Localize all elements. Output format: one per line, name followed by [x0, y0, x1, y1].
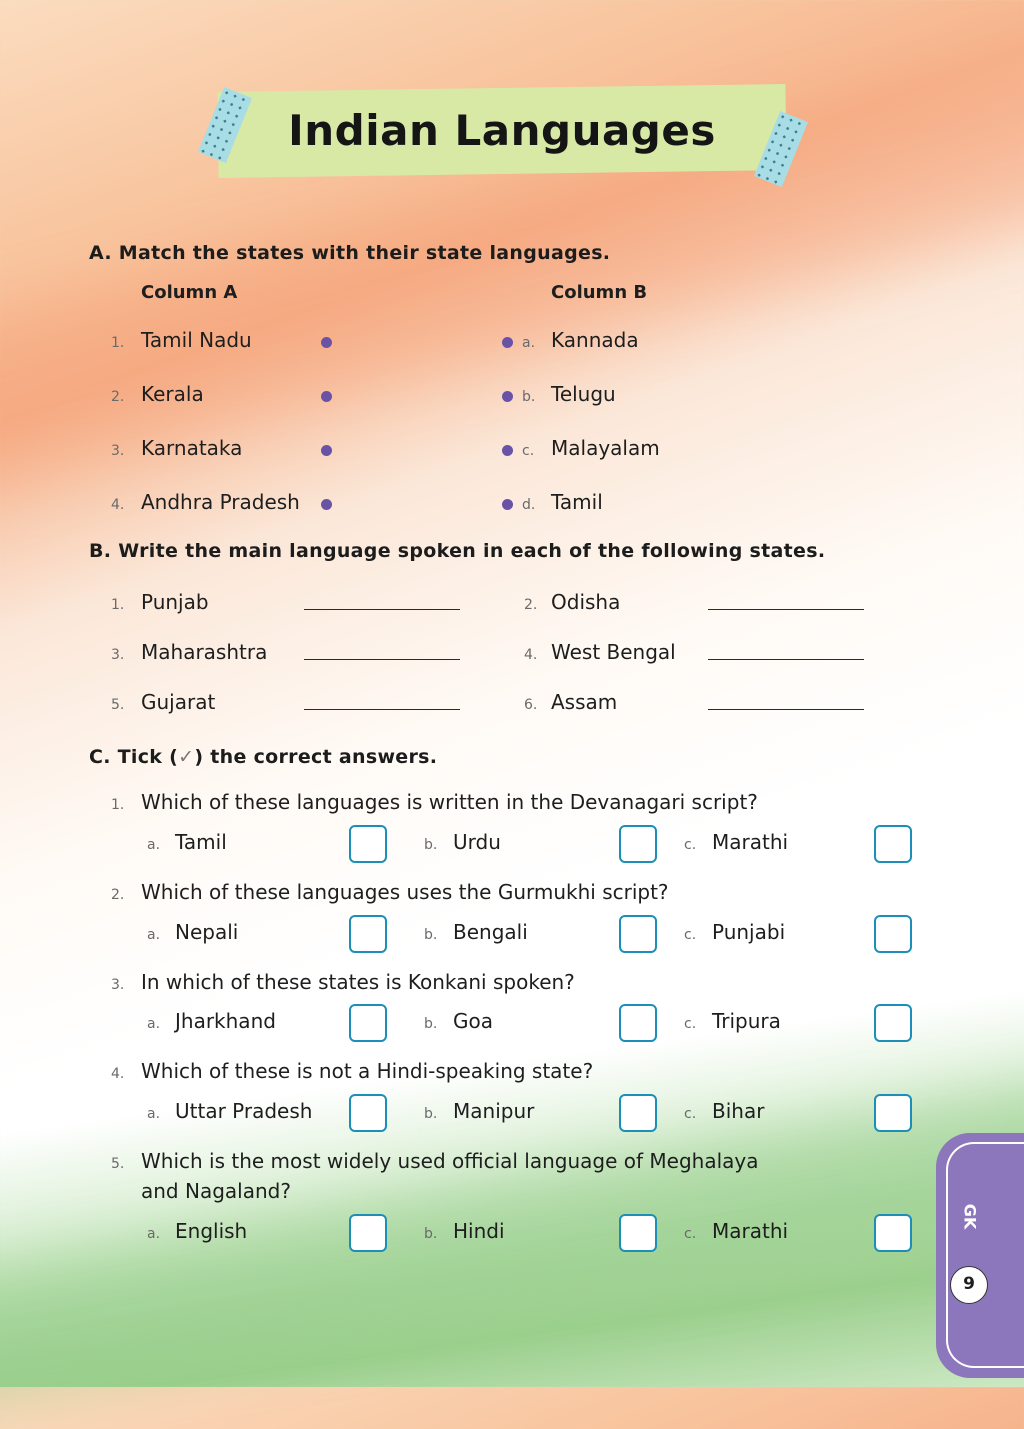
answer-line[interactable] — [304, 609, 460, 610]
fill-state: Punjab — [141, 590, 209, 614]
answer-checkbox[interactable] — [349, 1094, 387, 1132]
side-tab-border — [946, 1142, 1024, 1368]
answer-checkbox[interactable] — [619, 825, 657, 863]
match-a-state: Andhra Pradesh — [141, 490, 300, 514]
question-text: Which of these languages is written in the Devanagari script? — [141, 790, 758, 814]
fill-state: West Bengal — [551, 640, 676, 664]
fill-number: 6. — [524, 697, 538, 713]
option-letter: b. — [424, 1226, 438, 1242]
page-title: Indian Languages — [288, 106, 716, 155]
question-text: Which is the most widely used official language of Meghalaya — [141, 1149, 759, 1173]
match-a-number: 2. — [111, 389, 125, 405]
option-letter: c. — [684, 837, 697, 853]
match-b-language: Malayalam — [551, 436, 660, 460]
option-letter: b. — [424, 1016, 438, 1032]
question-number: 1. — [111, 797, 125, 813]
option-text: Uttar Pradesh — [175, 1099, 313, 1123]
option-text: Jharkhand — [175, 1009, 276, 1033]
option-text: Tripura — [712, 1009, 781, 1033]
answer-checkbox[interactable] — [874, 1214, 912, 1252]
match-b-connector-dot[interactable] — [502, 391, 513, 402]
match-b-connector-dot[interactable] — [502, 445, 513, 456]
fill-number: 3. — [111, 647, 125, 663]
match-a-state: Tamil Nadu — [141, 328, 252, 352]
section-a-heading: A. Match the states with their state languages. — [89, 242, 611, 264]
section-b-heading: B. Write the main language spoken in each of the following states. — [89, 540, 826, 562]
option-text: Nepali — [175, 920, 239, 944]
answer-checkbox[interactable] — [874, 1094, 912, 1132]
option-text: Punjabi — [712, 920, 786, 944]
question-number: 2. — [111, 887, 125, 903]
answer-checkbox[interactable] — [874, 915, 912, 953]
match-b-connector-dot[interactable] — [502, 337, 513, 348]
fill-number: 4. — [524, 647, 538, 663]
question-number: 5. — [111, 1156, 125, 1172]
fill-number: 1. — [111, 597, 125, 613]
option-letter: b. — [424, 837, 438, 853]
option-text: Urdu — [453, 830, 501, 854]
match-a-connector-dot[interactable] — [321, 499, 332, 510]
answer-checkbox[interactable] — [874, 1004, 912, 1042]
option-letter: b. — [424, 927, 438, 943]
match-a-connector-dot[interactable] — [321, 337, 332, 348]
answer-checkbox[interactable] — [619, 915, 657, 953]
answer-checkbox[interactable] — [874, 825, 912, 863]
option-letter: c. — [684, 1106, 697, 1122]
match-a-connector-dot[interactable] — [321, 391, 332, 402]
question-number: 4. — [111, 1066, 125, 1082]
match-b-letter: a. — [522, 335, 536, 351]
answer-checkbox[interactable] — [619, 1004, 657, 1042]
tick-mark-icon: ✓ — [178, 746, 195, 768]
match-a-number: 1. — [111, 335, 125, 351]
answer-checkbox[interactable] — [349, 1004, 387, 1042]
match-b-letter: c. — [522, 443, 535, 459]
answer-checkbox[interactable] — [619, 1094, 657, 1132]
option-letter: c. — [684, 927, 697, 943]
option-text: Tamil — [175, 830, 227, 854]
match-b-language: Telugu — [551, 382, 616, 406]
answer-line[interactable] — [708, 609, 864, 610]
question-text: Which of these is not a Hindi-speaking state? — [141, 1059, 594, 1083]
fill-state: Gujarat — [141, 690, 216, 714]
fill-state: Assam — [551, 690, 618, 714]
answer-line[interactable] — [708, 659, 864, 660]
option-letter: c. — [684, 1016, 697, 1032]
match-a-number: 4. — [111, 497, 125, 513]
option-letter: a. — [147, 1106, 161, 1122]
option-text: Marathi — [712, 1219, 789, 1243]
match-a-state: Karnataka — [141, 436, 243, 460]
match-a-state: Kerala — [141, 382, 204, 406]
section-c-heading: C. Tick (✓) the correct answers. — [89, 746, 438, 768]
option-letter: a. — [147, 837, 161, 853]
answer-line[interactable] — [304, 659, 460, 660]
match-b-language: Tamil — [551, 490, 603, 514]
fill-state: Maharashtra — [141, 640, 268, 664]
match-b-connector-dot[interactable] — [502, 499, 513, 510]
answer-checkbox[interactable] — [349, 825, 387, 863]
column-a-label: Column A — [141, 282, 238, 303]
answer-checkbox[interactable] — [619, 1214, 657, 1252]
match-b-letter: d. — [522, 497, 536, 513]
option-text: English — [175, 1219, 248, 1243]
fill-state: Odisha — [551, 590, 621, 614]
question-text-continued: and Nagaland? — [141, 1179, 291, 1203]
fill-number: 5. — [111, 697, 125, 713]
fill-number: 2. — [524, 597, 538, 613]
answer-line[interactable] — [708, 709, 864, 710]
option-text: Marathi — [712, 830, 789, 854]
option-letter: a. — [147, 1226, 161, 1242]
option-letter: c. — [684, 1226, 697, 1242]
option-text: Manipur — [453, 1099, 535, 1123]
match-a-connector-dot[interactable] — [321, 445, 332, 456]
question-text: In which of these states is Konkani spoken? — [141, 970, 575, 994]
match-b-language: Kannada — [551, 328, 639, 352]
option-letter: b. — [424, 1106, 438, 1122]
option-letter: a. — [147, 1016, 161, 1032]
page-number: 9 — [950, 1266, 988, 1304]
answer-line[interactable] — [304, 709, 460, 710]
answer-checkbox[interactable] — [349, 1214, 387, 1252]
question-text: Which of these languages uses the Gurmukhi script? — [141, 880, 669, 904]
option-text: Goa — [453, 1009, 493, 1033]
question-number: 3. — [111, 977, 125, 993]
option-text: Bihar — [712, 1099, 765, 1123]
option-letter: a. — [147, 927, 161, 943]
answer-checkbox[interactable] — [349, 915, 387, 953]
option-text: Hindi — [453, 1219, 505, 1243]
column-b-label: Column B — [551, 282, 648, 303]
subject-label: GK — [960, 1203, 980, 1230]
option-text: Bengali — [453, 920, 528, 944]
match-b-letter: b. — [522, 389, 536, 405]
match-a-number: 3. — [111, 443, 125, 459]
